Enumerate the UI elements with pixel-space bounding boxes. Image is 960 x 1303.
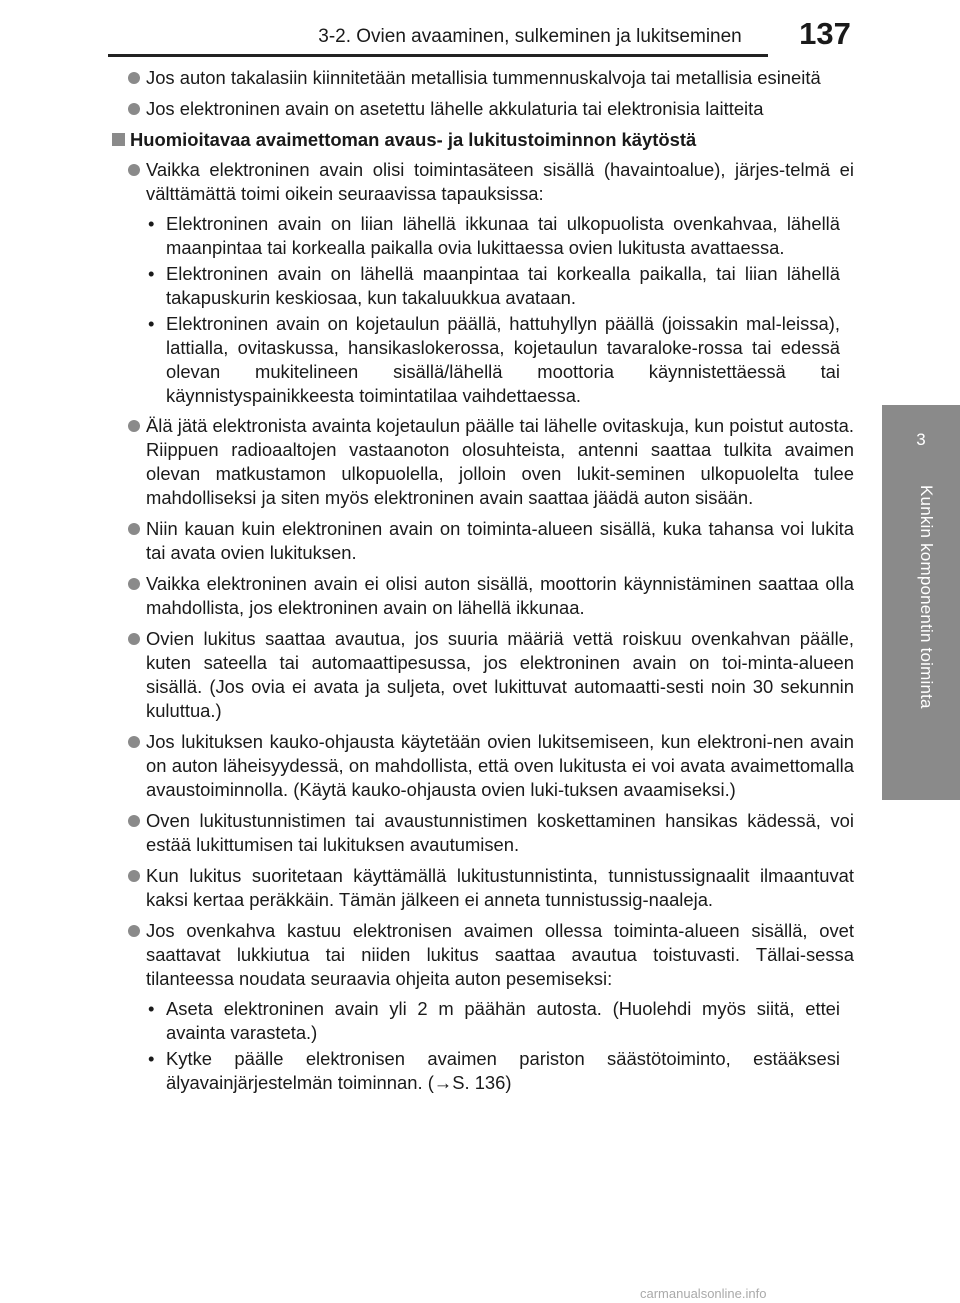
list-item-text: Älä jätä elektronista avainta kojetaulun päälle tai lähelle ovitaskuja, kun poistut autosta. Riippuen radioaaltojen vastaanoton olosuhteista, antenni saattaa tulkita avaimen olevan matkustamon ulkopuolella, jolloin oven lukit-seminen ulkopuolelta tulee mahdolliseksi ja siten myös elektroninen avain saattaa jäädä auton sisään. bbox=[146, 415, 854, 508]
list-item bbox=[112, 864, 854, 912]
sub-list bbox=[146, 997, 854, 1095]
sub-list-item-text: Kytke päälle elektronisen avaimen pariston säästötoiminto, estääksesi älyavainjärjestelmän toiminnan. (→S. 136) bbox=[166, 1048, 840, 1093]
chapter-title: 3-2. Ovien avaaminen, sulkeminen ja lukitseminen bbox=[318, 26, 742, 47]
bullet-dot-icon bbox=[128, 103, 140, 115]
section-heading-text: Huomioitavaa avaimettoman avaus- ja lukitustoiminnon käytöstä bbox=[130, 129, 697, 150]
list-item bbox=[112, 919, 854, 991]
list-item bbox=[112, 66, 854, 90]
sub-list bbox=[146, 212, 854, 408]
list-item bbox=[112, 158, 854, 206]
bullet-dot-icon bbox=[128, 420, 140, 432]
list-item-text: Jos lukituksen kauko-ohjausta käytetään ovien lukitsemiseen, kun elektroni-nen avain on auton läheisyydessä, on mahdollista, että oven lukitusta ei voi avata avaimettomalla avaustoiminnolla. (Käytä kauko-ohjausta ovien luki-tuksen avaamiseksi.) bbox=[146, 731, 854, 800]
list-item bbox=[112, 517, 854, 565]
chapter-tab bbox=[882, 0, 960, 1303]
list-item-text: Vaikka elektroninen avain ei olisi auton sisällä, moottorin käynnistäminen saattaa olla mahdollista, jos elektroninen avain on lähellä ikkunaa. bbox=[146, 573, 854, 618]
list-item bbox=[112, 572, 854, 620]
section-heading bbox=[112, 128, 854, 152]
list-item-text: Jos ovenkahva kastuu elektronisen avaimen ollessa toiminta-alueen sisällä, ovet saattavat lukkiutua tai niiden lukitus saattaa avautua toistuvasti. Tällai-sessa tilanteessa noudata seuraavia ohjeita auton pesemiseksi: bbox=[146, 920, 854, 989]
sub-list-item-text: Elektroninen avain on lähellä maanpintaa tai korkealla paikalla, tai liian lähellä takapuskurin keskiosaa, kun takaluukkua avataan. bbox=[166, 263, 840, 308]
sub-list-item-text: Elektroninen avain on liian lähellä ikkunaa tai ulkopuolista ovenkahvaa, lähellä maanpintaa tai korkealla paikalla ovia lukittaessa ovien lukitusta avattaessa. bbox=[166, 213, 840, 258]
sub-list-item: • Kytke päälle elektronisen avaimen pariston säästötoiminto, estääksesi älyavainjärjestelmän toiminnan. (→S. 136) bbox=[148, 1048, 840, 1093]
square-bullet-icon bbox=[112, 133, 125, 146]
sub-list-item-text: Elektroninen avain on kojetaulun päällä, hattuhyllyn päällä (joissakin mal-leissa), lattialla, ovitaskussa, hansikaslokerossa, kojetaulun tavaraloke-rossa tai edessä olevan mukitelineen sisällä/lähellä moottoria käynnistettäessä tai käynnistyspainikkeesta toimintatilaa vaihdettaessa. bbox=[166, 313, 840, 406]
list-item-text: Jos elektroninen avain on asetettu lähelle akkulaturia tai elektronisia laitteita bbox=[146, 98, 764, 119]
sub-list-item-text: Aseta elektroninen avain yli 2 m päähän autosta. (Huolehdi myös siitä, ettei avainta varasteta.) bbox=[166, 998, 840, 1043]
tab-label-box bbox=[882, 475, 960, 800]
list-item-text: Niin kauan kuin elektroninen avain on toiminta-alueen sisällä, kuka tahansa voi lukita tai avata ovien lukituksen. bbox=[146, 518, 854, 563]
page-number: 137 bbox=[799, 16, 851, 51]
bullet-dot-icon bbox=[128, 523, 140, 535]
list-item-text: Vaikka elektroninen avain olisi toimintasäteen sisällä (havaintoalue), järjes-telmä ei välttämättä toimi oikein seuraavissa tapauksissa: bbox=[146, 159, 854, 204]
bullet-dot-icon bbox=[128, 815, 140, 827]
bullet-dot-icon bbox=[128, 164, 140, 176]
list-item-text: Jos auton takalasiin kiinnitetään metallisia tummennuskalvoja tai metallisia esineitä bbox=[146, 67, 821, 88]
list-item-text: Oven lukitustunnistimen tai avaustunnistimen koskettaminen hansikas kädessä, voi estää lukittumisen tai lukituksen avautumisen. bbox=[146, 810, 854, 855]
watermark: carmanualsonline.info bbox=[640, 1286, 767, 1301]
list-item bbox=[112, 97, 854, 121]
list-item-text: Kun lukitus suoritetaan käyttämällä lukitustunnistinta, tunnistussignaalit ilmaantuvat kaksi kertaa peräkkäin. Tämän jälkeen ei anneta tunnistussig-naaleja. bbox=[146, 865, 854, 910]
bullet-dot-icon bbox=[128, 925, 140, 937]
sub-list-item: • Aseta elektroninen avain yli 2 m päähän autosta. (Huolehdi myös siitä, ettei avainta varasteta.) bbox=[148, 998, 840, 1043]
sub-list-item: • Elektroninen avain on liian lähellä ikkunaa tai ulkopuolista ovenkahvaa, lähellä maanpintaa tai korkealla paikalla ovia lukittaessa ovien lukitusta avattaessa. bbox=[148, 213, 840, 258]
list-item bbox=[112, 730, 854, 802]
sub-list-item: • Elektroninen avain on lähellä maanpintaa tai korkealla paikalla, tai liian lähellä takapuskurin keskiosaa, kun takaluukkua avataan. bbox=[148, 263, 840, 308]
bullet-dot-icon bbox=[128, 72, 140, 84]
tab-label: Kunkin komponentin toiminta bbox=[917, 485, 936, 709]
bullet-dot-icon bbox=[128, 736, 140, 748]
tab-number: 3 bbox=[882, 405, 960, 475]
page-content bbox=[112, 66, 854, 1101]
header-rule bbox=[108, 54, 768, 57]
bullet-dot-icon bbox=[128, 578, 140, 590]
bullet-dot-icon bbox=[128, 870, 140, 882]
list-item bbox=[112, 809, 854, 857]
sub-list-item: • Elektroninen avain on kojetaulun päällä, hattuhyllyn päällä (joissakin mal-leissa), lattialla, ovitaskussa, hansikaslokerossa, kojetaulun tavaraloke-rossa tai edessä olevan mukitelineen sisällä/lähellä moottoria käynnistettäessä tai käynnistyspainikkeesta toimintatilaa vaihdettaessa. bbox=[148, 313, 840, 406]
bullet-dot-icon bbox=[128, 633, 140, 645]
list-item bbox=[112, 627, 854, 723]
list-item-text: Ovien lukitus saattaa avautua, jos suuria määriä vettä roiskuu ovenkahvan päälle, kuten sateella tai automaattipesussa, jos elektroninen avain on toi-minta-alueen sisällä. (Jos ovia ei avata ja suljeta, ovet lukittuvat automaatti-sesti noin 30 sekunnin kuluttua.) bbox=[146, 628, 854, 721]
list-item bbox=[112, 414, 854, 510]
